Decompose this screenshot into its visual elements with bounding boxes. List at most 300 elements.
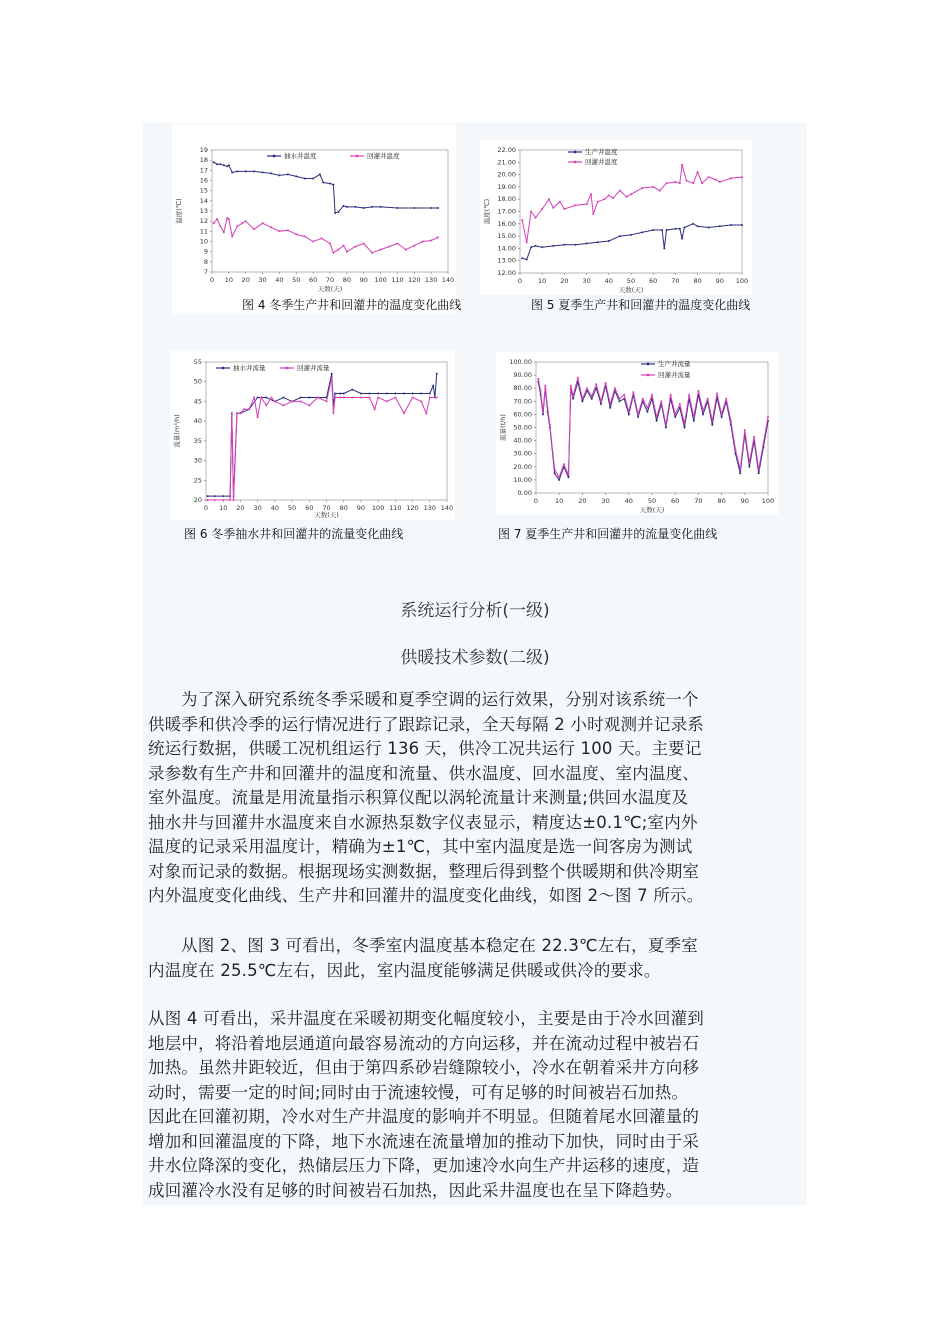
data-point xyxy=(748,462,750,464)
y-tick-label: 7 xyxy=(203,268,208,276)
y-tick-label: 45 xyxy=(193,397,202,406)
paragraph-line: 温度的记录采用温度计，精确为±1℃，其中室内温度是选一间客房为测试 xyxy=(148,837,693,856)
data-point xyxy=(665,424,667,426)
x-tick-label: 50 xyxy=(626,277,636,285)
paragraph-line: 统运行数据，供暖工况机组运行 136 天，供冷工况共运行 100 天。主要记 xyxy=(148,739,702,758)
y-tick-label: 19 xyxy=(199,146,208,154)
paragraph-line: 加热。虽然井距较近，但由于第四系砂岩缝隙较小，冷水在朝着采井方向移 xyxy=(148,1058,700,1077)
y-tick-label: 35 xyxy=(193,436,202,445)
data-point xyxy=(614,387,616,389)
data-point xyxy=(371,252,373,254)
data-point xyxy=(214,499,216,501)
data-point xyxy=(331,377,333,379)
paragraph-indoor-temperature xyxy=(148,934,804,983)
data-point xyxy=(721,416,723,418)
data-point xyxy=(317,397,319,399)
figure-6-chart xyxy=(170,350,455,520)
data-point xyxy=(626,196,628,198)
data-point xyxy=(231,171,233,173)
x-tick-label: 50 xyxy=(287,504,297,512)
y-tick-label: 18.00 xyxy=(497,195,516,204)
paragraph-line: 抽水井与回灌井水温度来自水源热泵数字仪表显示，精度达±0.1℃;室内外 xyxy=(148,812,698,832)
data-point xyxy=(413,207,415,209)
data-point xyxy=(692,182,694,184)
data-point xyxy=(207,495,209,497)
legend-marker xyxy=(647,374,650,377)
data-point xyxy=(262,171,264,173)
data-point xyxy=(343,397,345,399)
data-point xyxy=(377,393,379,395)
x-tick-label: 60 xyxy=(649,277,658,285)
data-point xyxy=(721,413,723,415)
paragraph-line: 为了深入研究系统冬季采暖和夏季空调的运行效果，分别对该系统一个 xyxy=(181,690,699,709)
data-point xyxy=(544,385,546,387)
data-point xyxy=(674,416,676,418)
data-point xyxy=(725,398,727,400)
paragraph-well-temperature-analysis xyxy=(148,1007,804,1203)
x-tick-label: 0 xyxy=(517,277,523,285)
x-tick-label: 140 xyxy=(440,504,454,512)
x-tick-label: 50 xyxy=(647,497,657,505)
plot-frame xyxy=(536,362,768,493)
data-point xyxy=(436,373,438,375)
data-point xyxy=(719,181,721,183)
data-point xyxy=(329,183,331,185)
data-point xyxy=(637,416,639,418)
data-point xyxy=(308,397,310,399)
data-point xyxy=(223,164,225,166)
data-point xyxy=(386,393,388,395)
y-tick-label: 22.00 xyxy=(497,146,516,154)
data-point xyxy=(661,229,663,231)
y-tick-label: 30 xyxy=(193,456,202,465)
y-tick-label: 17 xyxy=(199,166,208,175)
data-point xyxy=(223,231,225,233)
x-tick-label: 10 xyxy=(219,504,228,512)
data-point xyxy=(767,416,769,418)
x-tick-label: 40 xyxy=(624,497,633,505)
data-point xyxy=(331,373,333,375)
data-point xyxy=(554,472,556,474)
data-point xyxy=(608,195,610,197)
data-point xyxy=(568,476,570,478)
data-point xyxy=(716,392,718,394)
data-point xyxy=(660,400,662,402)
data-point xyxy=(575,204,577,206)
x-tick-label: 20 xyxy=(241,276,250,284)
data-point xyxy=(430,240,432,242)
data-point xyxy=(377,397,379,399)
data-point xyxy=(265,404,267,406)
x-tick-label: 100 xyxy=(374,276,387,284)
data-point xyxy=(632,391,634,393)
data-point xyxy=(403,412,405,414)
data-point xyxy=(708,227,710,229)
data-point xyxy=(542,411,544,413)
data-point xyxy=(300,400,302,402)
data-point xyxy=(681,238,683,240)
data-point xyxy=(679,403,681,405)
y-tick-label: 70.00 xyxy=(513,397,532,406)
x-tick-label: 20 xyxy=(236,504,245,512)
data-point xyxy=(388,246,390,248)
data-point xyxy=(369,397,371,399)
data-point xyxy=(547,407,549,409)
data-point xyxy=(236,412,238,414)
data-point xyxy=(270,172,272,174)
data-point xyxy=(329,243,331,245)
y-tick-label: 13 xyxy=(199,207,208,215)
y-tick-label: 9 xyxy=(203,247,208,256)
data-point xyxy=(619,190,621,192)
legend-label: 回灌井流量 xyxy=(297,364,330,372)
data-point xyxy=(236,225,238,227)
x-tick-label: 110 xyxy=(391,276,404,284)
data-point xyxy=(526,241,528,243)
data-point xyxy=(425,412,427,414)
data-point xyxy=(572,398,574,400)
data-point xyxy=(563,463,565,465)
data-point xyxy=(641,187,643,189)
data-point xyxy=(226,165,228,167)
data-point xyxy=(422,241,424,243)
y-tick-label: 40.00 xyxy=(513,436,532,445)
paragraph-line: 从图 2、图 3 可看出，冬季室内温度基本稳定在 22.3℃左右，夏季室 xyxy=(181,936,698,955)
data-point xyxy=(253,397,255,399)
data-point xyxy=(396,207,398,209)
data-point xyxy=(343,393,345,395)
data-point xyxy=(207,499,209,501)
y-tick-label: 18 xyxy=(199,156,208,165)
data-point xyxy=(591,395,593,397)
data-point xyxy=(559,201,561,203)
legend-marker xyxy=(222,367,225,370)
data-point xyxy=(380,206,382,208)
x-tick-label: 40 xyxy=(604,277,613,285)
section-heading-level1: 系统运行分析(一级) xyxy=(400,601,550,621)
data-point xyxy=(762,442,764,444)
data-point xyxy=(535,245,537,247)
data-point xyxy=(274,400,276,402)
data-point xyxy=(684,423,686,425)
data-point xyxy=(219,163,221,165)
legend-label: 抽水井温度 xyxy=(284,152,317,160)
data-point xyxy=(354,206,356,208)
x-tick-label: 40 xyxy=(275,276,284,284)
figure-5-caption: 图 5 夏季生产井和回灌井的温度变化曲线 xyxy=(531,298,751,312)
x-tick-label: 30 xyxy=(258,276,267,284)
data-point xyxy=(270,397,272,399)
data-point xyxy=(228,218,230,220)
data-point xyxy=(216,218,218,220)
x-tick-label: 70 xyxy=(694,497,703,505)
x-tick-label: 10 xyxy=(224,276,233,284)
x-tick-label: 30 xyxy=(582,277,591,285)
data-point xyxy=(541,246,543,248)
legend-label: 回灌井流量 xyxy=(658,371,691,379)
data-point xyxy=(380,249,382,251)
figure-7-chart xyxy=(496,352,778,515)
data-point xyxy=(304,235,306,237)
data-point xyxy=(287,173,289,175)
y-tick-label: 17.00 xyxy=(497,207,516,216)
paragraph-line: 从图 4 可看出，采井温度在采暖初期变化幅度较小，主要是由于冷水回灌到 xyxy=(148,1009,704,1028)
data-point xyxy=(702,410,704,412)
data-point xyxy=(351,389,353,391)
paragraph-line: 因此在回灌初期，冷水对生产井温度的影响并不明显。但随着尾水回灌量的 xyxy=(148,1107,700,1126)
data-point xyxy=(563,244,565,246)
data-point xyxy=(346,251,348,253)
x-tick-label: 80 xyxy=(717,497,726,505)
data-point xyxy=(730,224,732,226)
data-point xyxy=(697,390,699,392)
plot-frame xyxy=(212,150,448,272)
figure-7 xyxy=(496,352,778,515)
data-point xyxy=(343,205,345,207)
data-point xyxy=(558,479,560,481)
data-point xyxy=(360,397,362,399)
y-tick-label: 20.00 xyxy=(513,462,532,471)
x-tick-label: 130 xyxy=(423,504,436,512)
data-point xyxy=(741,176,743,178)
x-tick-label: 100 xyxy=(761,497,775,505)
data-point xyxy=(219,225,221,227)
data-point xyxy=(600,400,602,402)
data-point xyxy=(679,228,681,230)
y-axis-label: 流量(t/h) xyxy=(499,414,507,441)
data-point xyxy=(744,429,746,431)
data-point xyxy=(748,466,750,468)
legend-marker xyxy=(356,155,359,158)
data-point xyxy=(739,468,741,470)
y-tick-label: 11 xyxy=(199,227,208,236)
x-tick-label: 30 xyxy=(601,497,610,505)
data-point xyxy=(363,243,365,245)
data-point xyxy=(659,190,661,192)
data-point xyxy=(681,164,683,166)
data-point xyxy=(542,413,544,415)
y-tick-label: 0.00 xyxy=(517,489,532,497)
data-point xyxy=(429,393,431,395)
data-point xyxy=(600,403,602,405)
data-point xyxy=(605,382,607,384)
x-tick-label: 60 xyxy=(305,504,314,512)
data-point xyxy=(213,161,215,163)
y-axis-label: 流量(m³/h) xyxy=(173,414,181,448)
x-tick-label: 20 xyxy=(560,277,569,285)
data-point xyxy=(222,499,224,501)
data-point xyxy=(670,394,672,396)
section-heading-level2: 供暖技术参数(二级) xyxy=(400,648,550,668)
data-point xyxy=(239,412,241,414)
data-point xyxy=(420,393,422,395)
data-point xyxy=(592,213,594,215)
data-point xyxy=(339,397,341,399)
y-tick-label: 8 xyxy=(203,257,208,266)
data-point xyxy=(253,170,255,172)
y-tick-label: 55 xyxy=(193,358,202,366)
data-point xyxy=(619,398,621,400)
data-point xyxy=(674,413,676,415)
data-point xyxy=(619,400,621,402)
data-point xyxy=(245,170,247,172)
data-point xyxy=(241,222,243,224)
y-tick-label: 21.00 xyxy=(497,158,516,167)
data-point xyxy=(591,398,593,400)
data-point xyxy=(537,378,539,380)
data-point xyxy=(436,397,438,399)
y-tick-label: 80.00 xyxy=(513,384,532,393)
data-point xyxy=(295,175,297,177)
x-tick-label: 120 xyxy=(406,504,419,512)
y-axis-label: 温度(℃) xyxy=(175,198,183,224)
data-point xyxy=(730,420,732,422)
data-point xyxy=(665,427,667,429)
figure-4-caption: 图 4 冬季生产井和回灌井的温度变化曲线 xyxy=(242,298,462,312)
data-point xyxy=(521,219,523,221)
x-tick-label: 110 xyxy=(389,504,402,512)
paragraph-line: 增加和回灌温度的下降，地下水流速在流量增加的推动下加快，同时由于采 xyxy=(148,1131,700,1151)
legend-marker xyxy=(574,151,577,154)
data-point xyxy=(233,499,235,501)
data-point xyxy=(735,449,737,451)
data-point xyxy=(334,397,336,399)
data-point xyxy=(683,227,685,229)
data-point xyxy=(630,193,632,195)
y-tick-label: 14 xyxy=(199,196,208,205)
data-point xyxy=(641,231,643,233)
data-point xyxy=(332,184,334,186)
y-tick-label: 19.00 xyxy=(497,182,516,191)
data-point xyxy=(612,197,614,199)
data-point xyxy=(693,416,695,418)
data-point xyxy=(586,387,588,389)
data-point xyxy=(300,397,302,399)
paragraph-line: 内温度在 25.5℃左右，因此，室内温度能够满足供暖或供冷的要求。 xyxy=(148,960,661,980)
x-tick-label: 90 xyxy=(359,276,368,284)
data-point xyxy=(684,427,686,429)
data-point xyxy=(222,495,224,497)
x-tick-label: 30 xyxy=(253,504,262,512)
data-point xyxy=(243,408,245,410)
data-point xyxy=(552,245,554,247)
data-point xyxy=(371,206,373,208)
series-line-2 xyxy=(214,218,438,253)
data-point xyxy=(628,411,630,413)
data-point xyxy=(570,385,572,387)
x-axis-label: 天数(天) xyxy=(317,285,343,293)
data-point xyxy=(432,385,434,387)
data-point xyxy=(708,176,710,178)
data-point xyxy=(322,182,324,184)
x-tick-label: 80 xyxy=(339,504,348,512)
data-point xyxy=(363,207,365,209)
legend-label: 生产井流量 xyxy=(658,360,691,368)
data-point xyxy=(623,394,625,396)
x-tick-label: 140 xyxy=(441,276,455,284)
data-point xyxy=(213,222,215,224)
legend-marker xyxy=(574,161,577,164)
data-point xyxy=(701,182,703,184)
data-point xyxy=(287,229,289,231)
data-point xyxy=(652,186,654,188)
data-point xyxy=(351,397,353,399)
y-tick-label: 20 xyxy=(193,496,202,504)
data-point xyxy=(711,424,713,426)
data-point xyxy=(257,416,259,418)
data-point xyxy=(214,495,216,497)
paragraph-line: 成回灌冷水没有足够的时间被岩石加热，因此采井温度也在呈下降趋势。 xyxy=(148,1180,683,1200)
y-tick-label: 60.00 xyxy=(513,410,532,419)
x-tick-label: 80 xyxy=(342,276,351,284)
data-point xyxy=(663,247,665,249)
x-tick-label: 70 xyxy=(671,277,680,285)
series-line-1 xyxy=(208,374,437,496)
data-point xyxy=(693,420,695,422)
data-point xyxy=(339,393,341,395)
data-point xyxy=(420,400,422,402)
data-point xyxy=(412,397,414,399)
y-tick-label: 30.00 xyxy=(513,449,532,458)
x-tick-label: 10 xyxy=(555,497,564,505)
data-point xyxy=(646,407,648,409)
data-point xyxy=(535,217,537,219)
data-point xyxy=(651,394,653,396)
x-tick-label: 90 xyxy=(740,497,749,505)
data-point xyxy=(656,416,658,418)
data-point xyxy=(236,170,238,172)
data-point xyxy=(231,412,233,414)
data-point xyxy=(758,472,760,474)
data-point xyxy=(530,246,532,248)
data-point xyxy=(730,177,732,179)
y-tick-label: 10.00 xyxy=(513,475,532,484)
data-point xyxy=(248,408,250,410)
data-point xyxy=(260,397,262,399)
data-point xyxy=(753,436,755,438)
data-point xyxy=(405,249,407,251)
data-point xyxy=(278,230,280,232)
data-point xyxy=(586,243,588,245)
data-point xyxy=(548,198,550,200)
data-point xyxy=(674,181,676,183)
data-point xyxy=(245,220,247,222)
data-point xyxy=(526,259,528,261)
y-tick-label: 50.00 xyxy=(513,423,532,432)
data-point xyxy=(343,245,345,247)
data-point xyxy=(575,244,577,246)
data-point xyxy=(413,245,415,247)
data-point xyxy=(714,179,716,181)
data-point xyxy=(332,252,334,254)
x-tick-label: 50 xyxy=(292,276,301,284)
data-point xyxy=(697,171,699,173)
y-tick-label: 15 xyxy=(199,186,208,195)
data-point xyxy=(741,224,743,226)
data-point xyxy=(686,180,688,182)
x-tick-label: 80 xyxy=(693,277,702,285)
y-tick-label: 90.00 xyxy=(513,371,532,380)
data-point xyxy=(334,212,336,214)
data-point xyxy=(216,163,218,165)
paragraph-line: 录参数有生产井和回灌井的温度和流量、供水温度、回水温度、室内温度、 xyxy=(148,763,700,783)
data-point xyxy=(354,246,356,248)
figure-4-chart xyxy=(172,124,456,294)
data-point xyxy=(707,398,709,400)
x-tick-label: 100 xyxy=(371,504,385,512)
paragraph-line: 室外温度。流量是用流量指示积算仪配以涡轮流量计来测量;供回水温度及 xyxy=(148,788,689,807)
data-point xyxy=(228,164,230,166)
